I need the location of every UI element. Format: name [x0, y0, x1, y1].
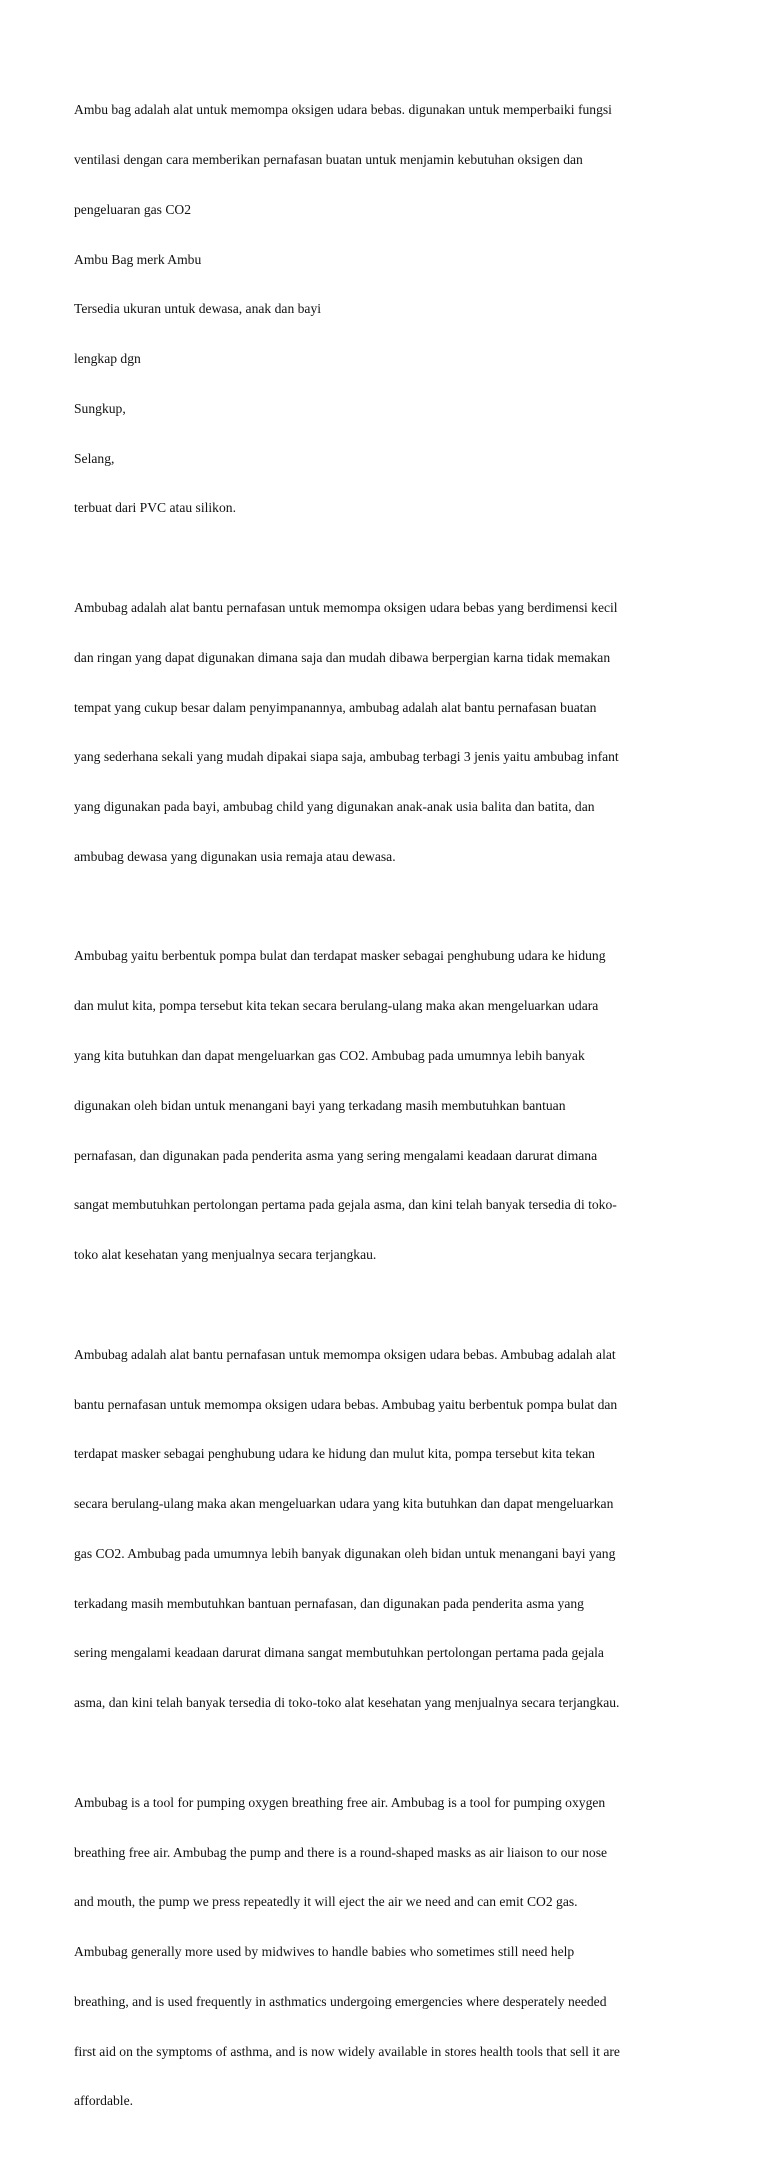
text-line: terbuat dari PVC atau silikon. — [74, 500, 236, 516]
text-line: lengkap dgn — [74, 351, 141, 367]
text-line: asma, dan kini telah banyak tersedia di toko-toko alat kesehatan yang menjualnya secara terjangkau. — [74, 1695, 620, 1711]
text-line: yang kita butuhkan dan dapat mengeluarkan gas CO2. Ambubag pada umumnya lebih banyak — [74, 1048, 585, 1064]
text-line: Ambubag is a tool for pumping oxygen breathing free air. Ambubag is a tool for pumping oxygen — [74, 1794, 606, 1810]
text-line: Sungkup, — [74, 400, 126, 416]
text-line: yang digunakan pada bayi, ambubag child yang digunakan anak-anak usia balita dan batita, dan — [74, 799, 595, 815]
text-line: Tersedia ukuran untuk dewasa, anak dan bayi — [74, 301, 322, 317]
paragraph-4 — [74, 1314, 704, 1745]
text-line: terkadang masih membutuhkan bantuan pernafasan, dan digunakan pada penderita asma yang — [74, 1595, 584, 1611]
text-line: dan ringan yang dapat digunakan dimana saja dan mudah dibawa berpergian karna tidak memakan — [74, 649, 611, 665]
text-line: Selang, — [74, 450, 115, 466]
paragraph-3 — [74, 915, 704, 1297]
text-line: ventilasi dengan cara memberikan pernafasan buatan untuk menjamin kebutuhan oksigen dan — [74, 151, 583, 167]
paragraph-5 — [74, 1762, 704, 2144]
text-line: Ambubag adalah alat bantu pernafasan untuk memompa oksigen udara bebas yang berdimensi kecil — [74, 600, 618, 615]
paragraph-2 — [74, 567, 704, 899]
text-line: sangat membutuhkan pertolongan pertama pada gejala asma, dan kini telah banyak tersedia di toko- — [74, 1197, 617, 1213]
text-line: Ambubag generally more used by midwives to handle babies who sometimes still need help — [74, 1944, 575, 1960]
text-line: and mouth, the pump we press repeatedly it will eject the air we need and can emit CO2 gas. — [74, 1894, 578, 1910]
text-line: breathing free air. Ambubag the pump and there is a round-shaped masks as air liaison to our nose — [74, 1844, 608, 1860]
text-line: ambubag dewasa yang digunakan usia remaja atau dewasa. — [74, 848, 396, 864]
text-line: sering mengalami keadaan darurat dimana sangat membutuhkan pertolongan pertama pada gejala — [74, 1645, 604, 1661]
text-line: pernafasan, dan digunakan pada penderita asma yang sering mengalami keadaan darurat dimana — [74, 1147, 598, 1163]
intro-block — [74, 69, 704, 550]
text-line: tempat yang cukup besar dalam penyimpanannya, ambubag adalah alat bantu pernafasan buatan — [74, 699, 597, 715]
text-line: digunakan oleh bidan untuk menangani bayi yang terkadang masih membutuhkan bantuan — [74, 1097, 566, 1113]
text-line: breathing, and is used frequently in asthmatics undergoing emergencies where desperately needed — [74, 1993, 607, 2009]
document-page — [74, 69, 704, 2160]
text-line: Ambu Bag merk Ambu — [74, 251, 202, 267]
text-line: secara berulang-ulang maka akan mengeluarkan udara yang kita butuhkan dan dapat mengeluarkan — [74, 1496, 614, 1512]
text-line: Ambu bag adalah alat untuk memompa oksigen udara bebas. digunakan untuk memperbaiki fungsi — [74, 102, 612, 118]
text-line: Ambubag adalah alat bantu pernafasan untuk memompa oksigen udara bebas. Ambubag adalah alat — [74, 1346, 616, 1362]
text-line: dan mulut kita, pompa tersebut kita tekan secara berulang-ulang maka akan mengeluarkan udara — [74, 998, 599, 1014]
text-line: yang sederhana sekali yang mudah dipakai siapa saja, ambubag terbagi 3 jenis yaitu ambubag infant — [74, 749, 619, 765]
text-line: affordable. — [74, 2093, 134, 2109]
text-line: bantu pernafasan untuk memompa oksigen udara bebas. Ambubag yaitu berbentuk pompa bulat dan — [74, 1396, 618, 1412]
text-line: gas CO2. Ambubag pada umumnya lebih banyak digunakan oleh bidan untuk menangani bayi yang — [74, 1545, 616, 1561]
text-line: terdapat masker sebagai penghubung udara ke hidung dan mulut kita, pompa tersebut kita tekan — [74, 1446, 595, 1462]
text-line: Ambubag yaitu berbentuk pompa bulat dan terdapat masker sebagai penghubung udara ke hidung — [74, 948, 606, 964]
text-line: pengeluaran gas CO2 — [74, 201, 192, 217]
text-line: toko alat kesehatan yang menjualnya secara terjangkau. — [74, 1247, 377, 1263]
text-line: first aid on the symptoms of asthma, and is now widely available in stores health tools that sell it are — [74, 2043, 620, 2059]
